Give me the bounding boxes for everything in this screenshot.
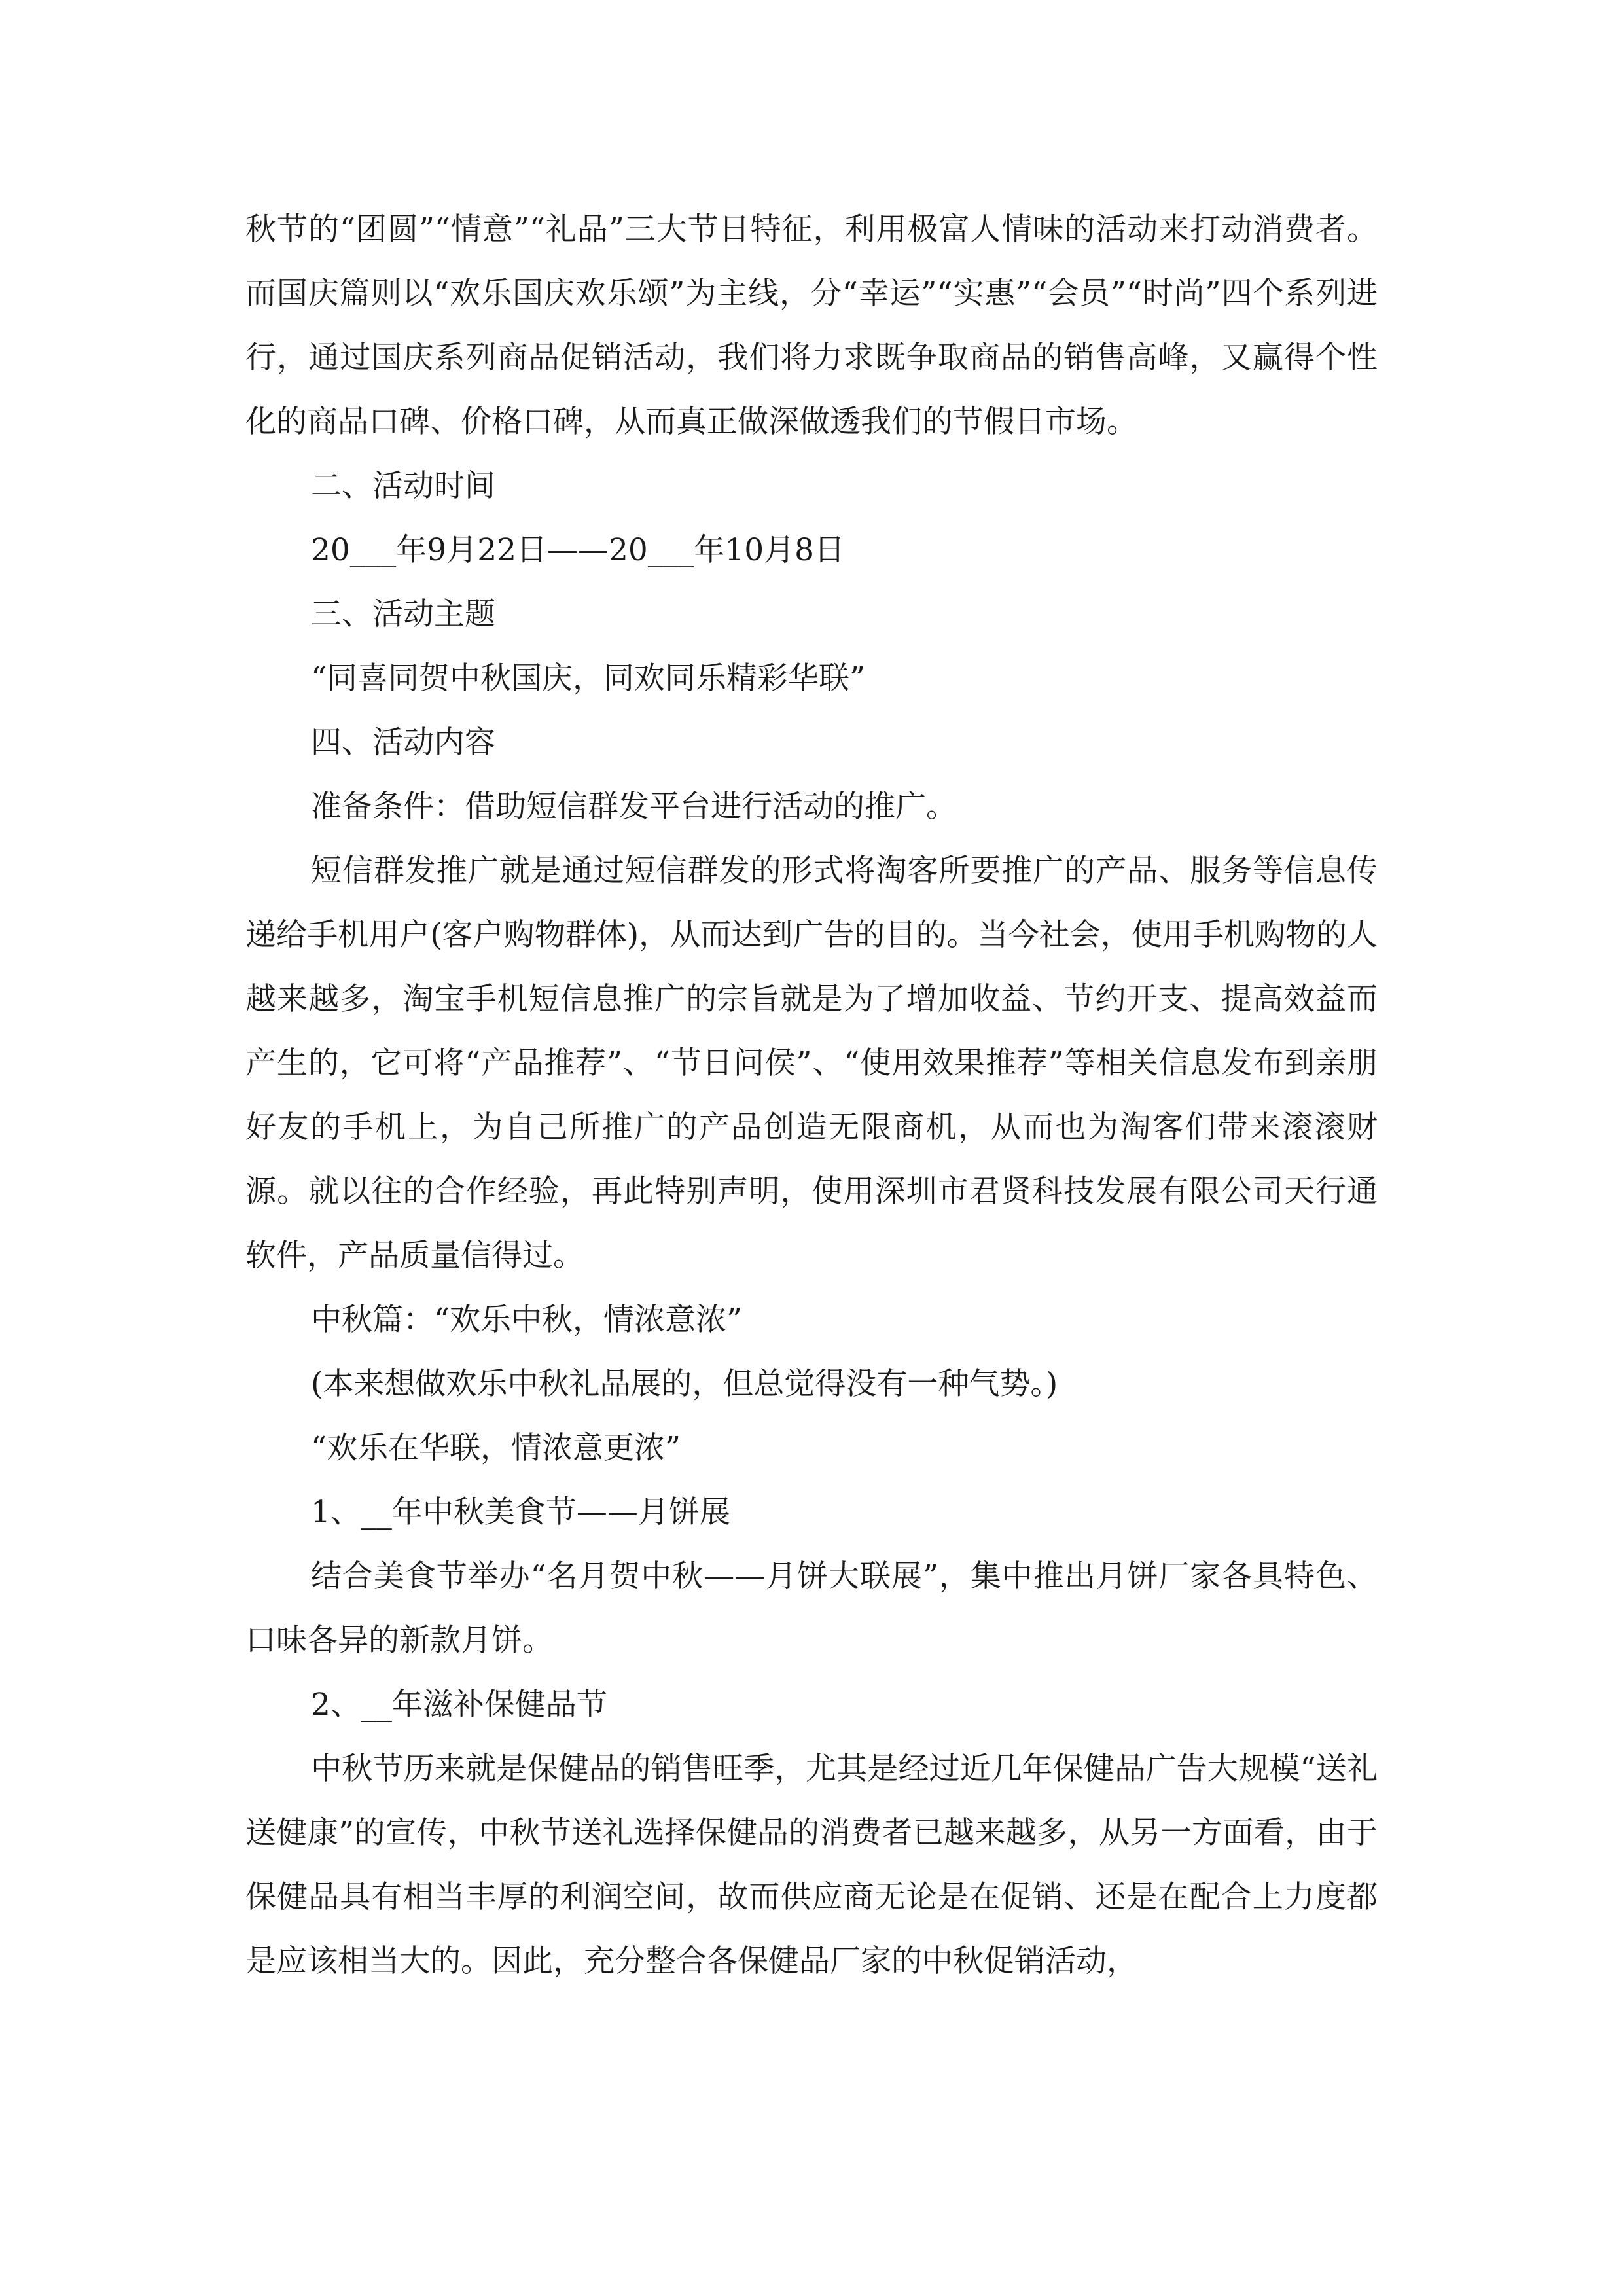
section-heading-content: 四、活动内容: [311, 725, 495, 761]
document-body: [245, 198, 1378, 1994]
paragraph-health-products: 中秋节历来就是保健品的销售旺季，尤其是经过近几年保健品广告大规模“送礼送健康”的宣传，中秋节送礼选择保健品的消费者已越来越多，从另一方面看，由于保健品具有相当丰厚的利润空间，故而供应商无论是在促销、还是在配合上力度都是应该相当大的。因此，充分整合各保健品厂家的中秋促销活动，: [245, 1751, 1378, 1979]
paragraph-sms-promotion: 短信群发推广就是通过短信群发的形式将淘客所要推广的产品、服务等信息传递给手机用户(客户购物群体)，从而达到广告的目的。当今社会，使用手机购物的人越来越多，淘宝手机短信息推广的宗旨就是为了增加收益、节约开支、提高效益而产生的，它可将“产品推荐”、“节日问侯”、“使用效果推荐”等相关信息发布到亲朋好友的手机上，为自己所推广的产品创造无限商机，从而也为淘客们带来滚滚财源。就以往的合作经验，再此特别声明，使用深圳市君贤科技发展有限公司天行通软件，产品质量信得过。: [245, 853, 1378, 1274]
section-heading-time: 二、活动时间: [311, 468, 495, 504]
preparation-conditions: 准备条件：借助短信群发平台进行活动的推广。: [311, 789, 957, 825]
item-heading-health-products: 2、__年滋补保健品节: [311, 1687, 607, 1723]
paragraph-intro-continued: 秋节的“团圆”“情意”“礼品”三大节日特征，利用极富人情味的活动来打动消费者。而国庆篇则以“欢乐国庆欢乐颂”为主线，分“幸运”“实惠”“会员”“时尚”四个系列进行，通过国庆系列商品促销活动，我们将力求既争取商品的销售高峰，又赢得个性化的商品口碑、价格口碑，从而真正做深做透我们的节假日市场。: [245, 211, 1378, 440]
mid-autumn-section-title: 中秋篇：“欢乐中秋，情浓意浓”: [311, 1302, 743, 1338]
item-heading-mooncake-festival: 1、__年中秋美食节——月饼展: [311, 1494, 730, 1530]
activity-dates: 20___年9月22日——20___年10月8日: [311, 532, 846, 568]
section-heading-theme: 三、活动主题: [311, 596, 495, 632]
mid-autumn-note: (本来想做欢乐中秋礼品展的，但总觉得没有一种气势。): [311, 1366, 1058, 1402]
activity-theme-slogan: “同喜同贺中秋国庆，同欢同乐精彩华联”: [311, 660, 866, 696]
mid-autumn-slogan: “欢乐在华联，情浓意更浓”: [311, 1430, 681, 1466]
paragraph-mooncake-exhibition: 结合美食节举办“名月贺中秋——月饼大联展”，集中推出月饼厂家各具特色、口味各异的新款月饼。: [245, 1558, 1378, 1659]
